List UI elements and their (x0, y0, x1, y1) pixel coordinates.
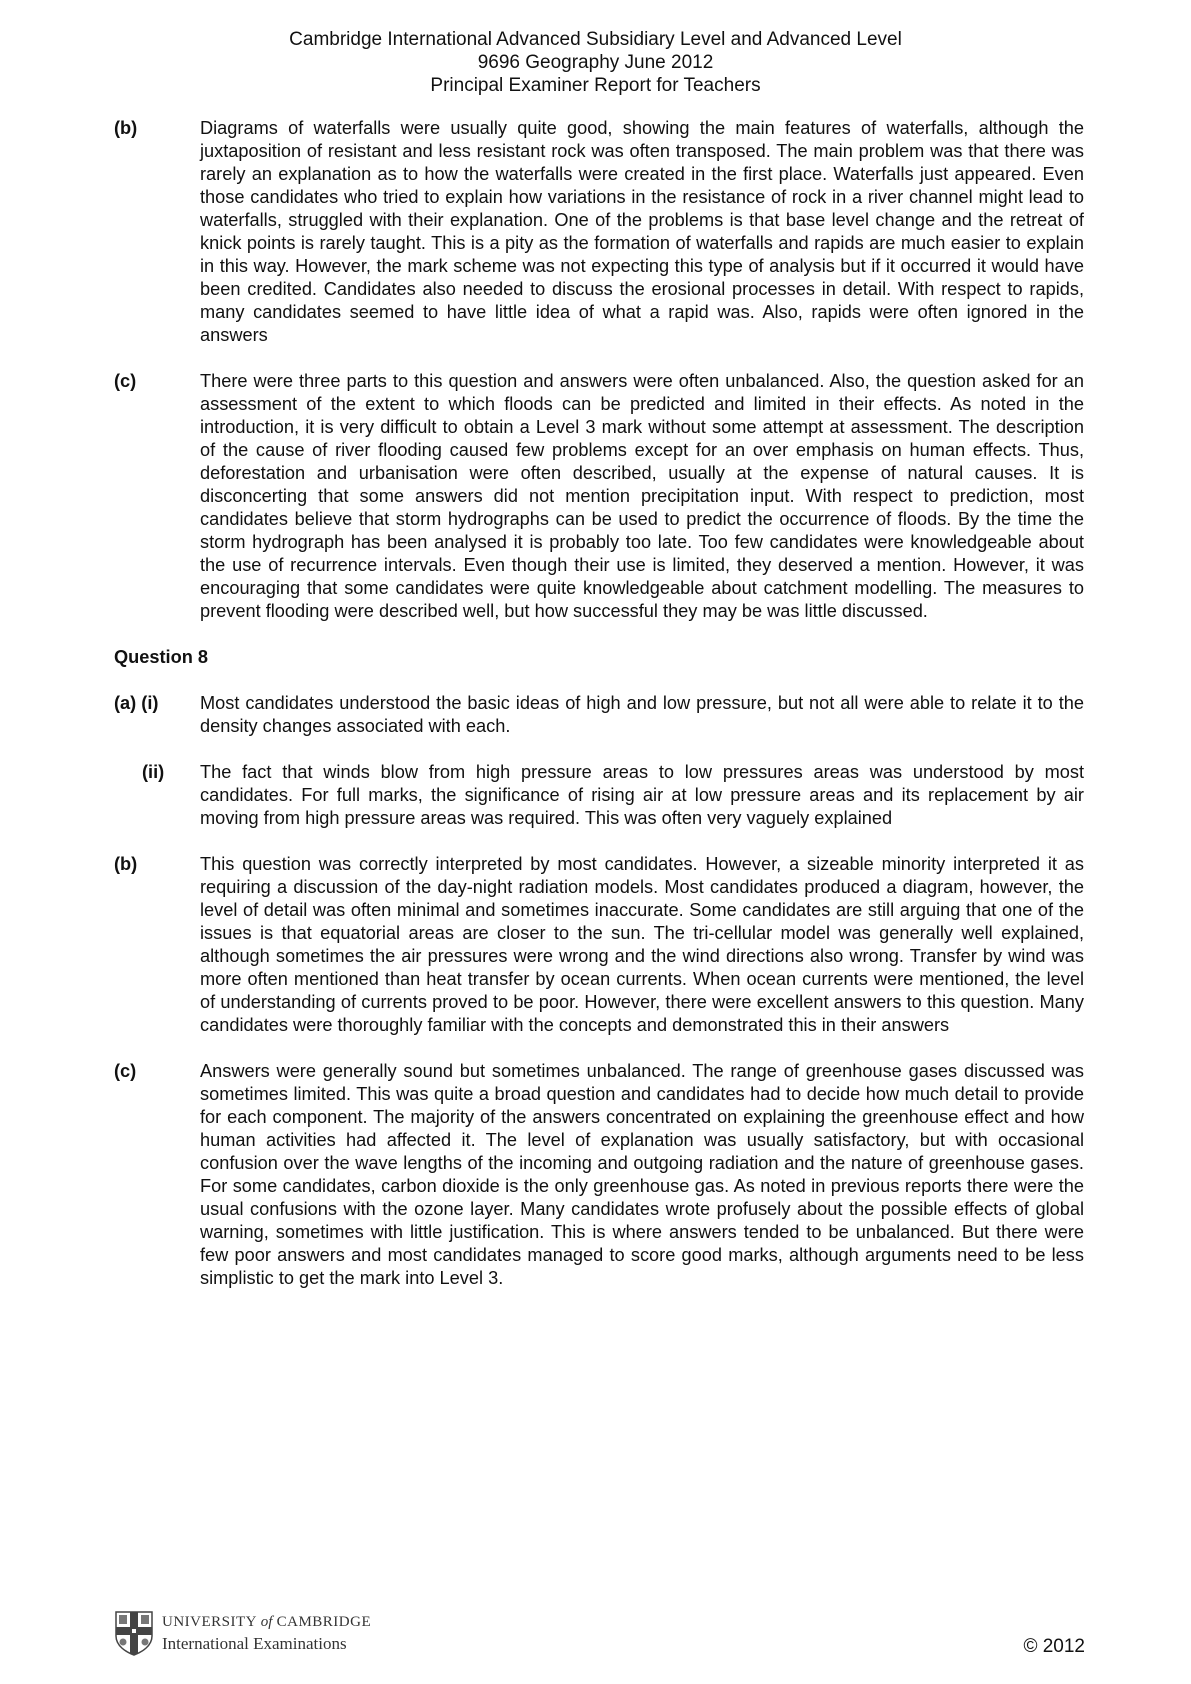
section-8b (114, 853, 1084, 1037)
section-text: There were three parts to this question and answers were often unbalanced. Also, the question asked for an assessment of the extent to which floods can be predicted and limited in their effects. As noted in the introduction, it is very difficult to obtain a Level 3 mark without some attempt at assessment. The description of the cause of river flooding caused few problems except for an over emphasis on human effects. Thus, deforestation and urbanisation were often described, usually at the expense of natural causes. It is disconcerting that some answers did not mention precipitation input. With respect to prediction, most candidates believe that storm hydrographs can be used to predict the occurrence of floods. By the time the storm hydrograph has been analysed it is probably too late. Too few candidates were knowledgeable about the use of recurrence intervals. Even though their use is limited, they deserved a mention. However, it was encouraging that some candidates were quite knowledgeable about catchment modelling. The measures to prevent flooding were described well, but how successful they may be was little discussed. (200, 371, 1084, 621)
header-title: Cambridge International Advanced Subsidiary Level and Advanced Level (289, 29, 902, 50)
section-7c (114, 370, 1084, 623)
section-text: Most candidates understood the basic ideas of high and low pressure, but not all were able to relate it to the density changes associated with each. (200, 693, 1084, 736)
section-label: (a) (i) (114, 693, 159, 713)
section-7b (114, 117, 1084, 347)
logo-subtitle: International Examinations (162, 1634, 347, 1653)
logo-of: of (260, 1614, 273, 1630)
section-label: (ii) (142, 762, 165, 782)
question-8-heading: Question 8 (114, 647, 208, 667)
section-label: (b) (114, 118, 138, 138)
page-header (0, 28, 1191, 97)
section-label: (c) (114, 1061, 137, 1081)
section-label: (c) (114, 371, 137, 391)
logo-university: UNIVERSITY (162, 1614, 257, 1630)
header-report-type: Principal Examiner Report for Teachers (430, 75, 761, 96)
crest-icon (114, 1610, 154, 1656)
report-body (114, 117, 1084, 1313)
section-text: Diagrams of waterfalls were usually quite good, showing the main features of waterfalls, although the juxtaposition of resistant and less resistant rock was often transposed. The main problem was that there was rarely an explanation as to how the waterfalls were created in the first place. Waterfalls just appeared. Even those candidates who tried to explain how variations in the resistance of rock in a river channel might lead to waterfalls, struggled with their explanation. One of the problems is that base level change and the retreat of knick points is rarely taught. This is a pity as the formation of waterfalls and rapids are much easier to explain in this way. However, the mark scheme was not expecting this type of analysis but if it occurred it would have been credited. Candidates also needed to discuss the erosional processes in detail. With respect to rapids, many candidates seemed to have little idea of what a rapid was. Also, rapids were often ignored in the answers (200, 118, 1084, 345)
cambridge-logo (114, 1610, 371, 1656)
section-label: (b) (114, 854, 138, 874)
logo-cambridge: CAMBRIDGE (276, 1614, 372, 1630)
section-text: This question was correctly interpreted by most candidates. However, a sizeable minority interpreted it as requiring a discussion of the day-night radiation models. Most candidates produced a diagram, however, the level of detail was often minimal and sometimes inaccurate. Some candidates are still arguing that one of the issues is that equatorial areas are closer to the sun. The tri-cellular model was generally well explained, although sometimes the air pressures were wrong and the wind directions also wrong. Transfer by wind was more often mentioned than heat transfer by ocean currents. When ocean currents were mentioned, the level of understanding of currents proved to be poor. However, there were excellent answers to this question. Many candidates were thoroughly familiar with the concepts and demonstrated this in their answers (200, 854, 1084, 1035)
header-subject: 9696 Geography June 2012 (477, 52, 714, 73)
copyright-notice: © 2012 (1023, 1636, 1085, 1657)
section-8a-i (114, 692, 1084, 738)
section-text: The fact that winds blow from high pressure areas to low pressures areas was understood by most candidates. For full marks, the significance of rising air at low pressure areas and its replacement by air moving from high pressure areas was required. This was often very vaguely explained (200, 762, 1084, 828)
section-text: Answers were generally sound but sometimes unbalanced. The range of greenhouse gases discussed was sometimes limited. This was quite a broad question and candidates had to decide how much detail to provide for each component. The majority of the answers concentrated on explaining the greenhouse effect and how human activities had affected it. The level of explanation was usually satisfactory, but with occasional confusion over the wave lengths of the incoming and outgoing radiation and the nature of greenhouse gases. For some candidates, carbon dioxide is the only greenhouse gas. As noted in previous reports there were the usual confusions with the ozone layer. Many candidates wrote profusely about the possible effects of global warning, sometimes with little justification. This is where answers tended to be unbalanced. But there were few poor answers and most candidates managed to score good marks, although arguments need to be less simplistic to get the mark into Level 3. (200, 1061, 1084, 1288)
section-8c (114, 1060, 1084, 1290)
section-8a-ii (114, 761, 1084, 830)
